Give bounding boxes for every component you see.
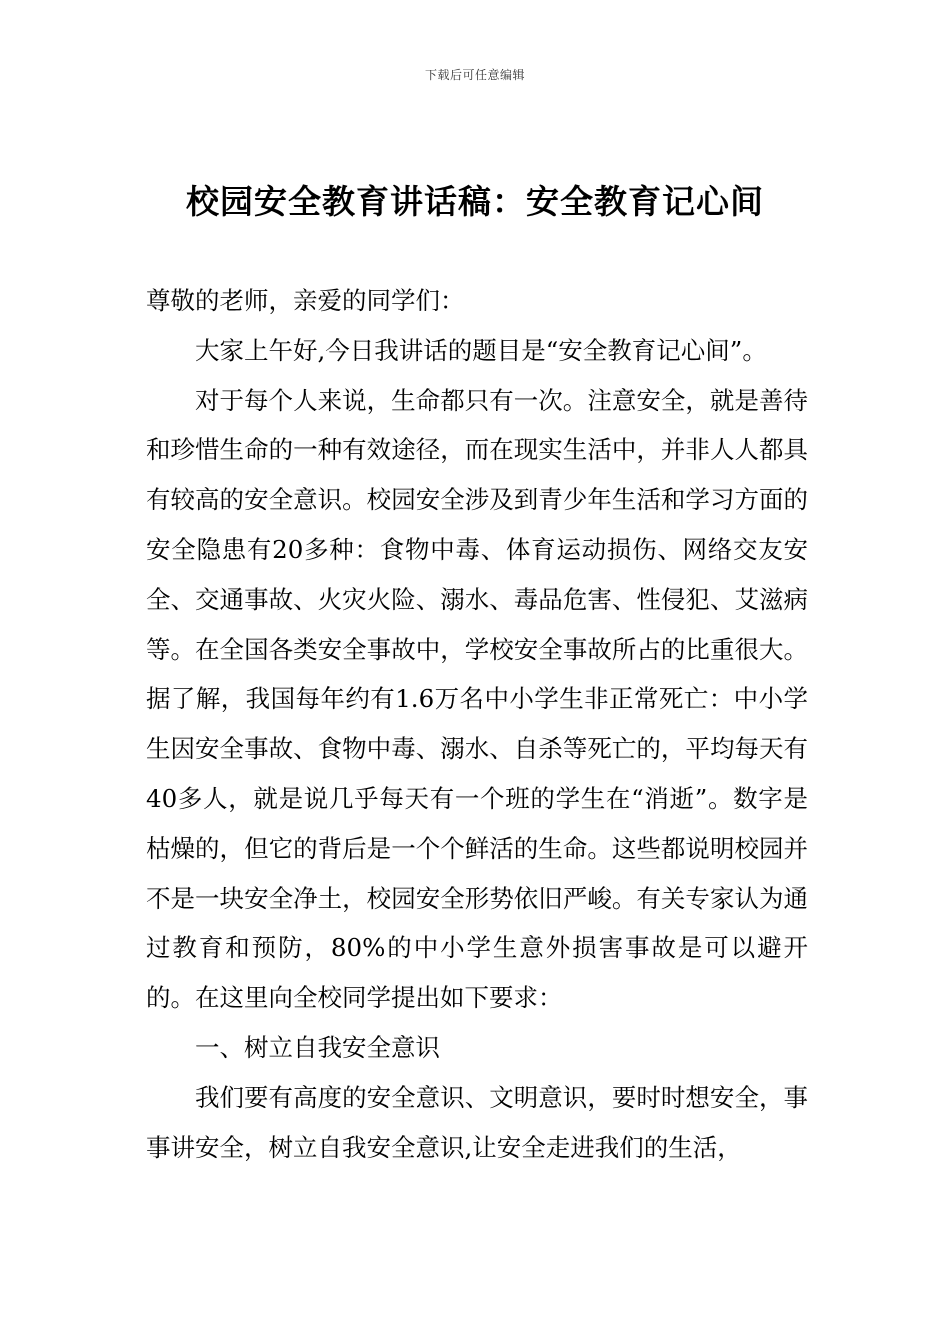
document-title: 校园安全教育讲话稿：安全教育记心间 (186, 182, 764, 221)
section-heading-1: 一、树立自我安全意识 (195, 1032, 440, 1062)
paragraph-main: 对于每个人来说，生命都只有一次。注意安全，就是善待和珍惜生命的一种有效途径，而在现实生活中，并非人人都具有较高的安全意识。校园安全涉及到青少年生活和学习方面的安全隐患有20多种：食物中毒、体育运动损伤、网络交友安全、交通事故、火灾火险、溺水、毒品危害、性侵犯、艾滋病等。在全国各类安全事故中，学校安全事故所占的比重很大。据了解，我国每年约有1.6万名中小学生非正常死亡：中小学生因安全事故、食物中毒、溺水、自杀等死亡的，平均每天有40多人，就是说几乎每天有一个班的学生在“消逝”。数字是枯燥的，但它的背后是一个个鲜活的生命。这些都说明校园并不是一块安全净土，校园安全形势依旧严峻。有关专家认为通过教育和预防，80%的中小学生意外损害事故是可以避开的。在这里向全校同学提出如下要求： (146, 385, 808, 1013)
header-note: 下载后可任意编辑 (424, 68, 525, 82)
paragraph-section-1: 我们要有高度的安全意识、文明意识，要时时想安全，事事讲安全，树立自我安全意识,让安全走进我们的生活， (146, 1082, 808, 1162)
salutation: 尊敬的老师，亲爱的同学们： (146, 286, 465, 315)
paragraph-greeting: 大家上午好,今日我讲话的题目是“安全教育记心间”。 (195, 335, 767, 365)
document-body (146, 276, 808, 1172)
